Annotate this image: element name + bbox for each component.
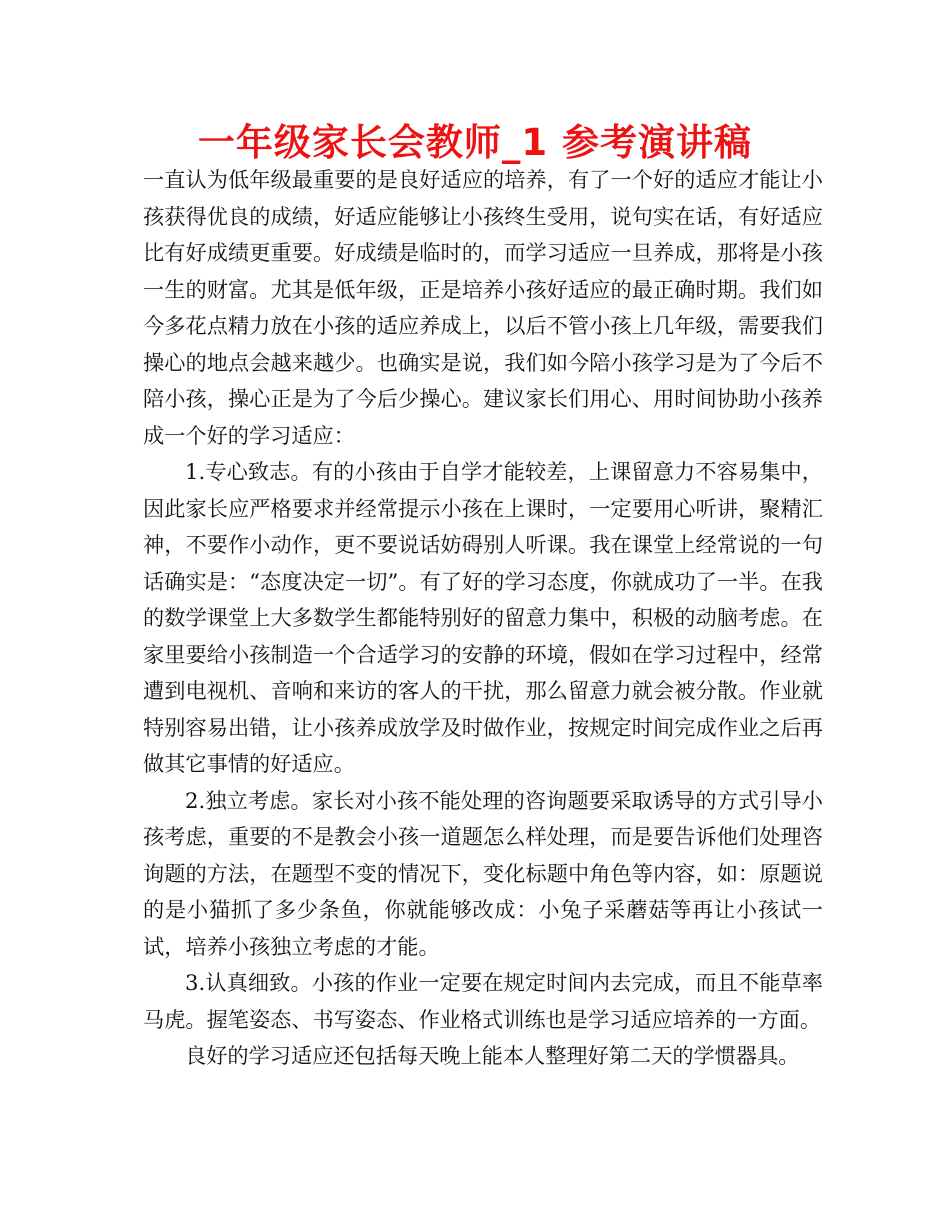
paragraph-point-1: 1.专心致志。有的小孩由于自学才能较差，上课留意力不容易集中，因此家长应严格要求并经常提示小孩在上课时，一定要用心听讲，聚精汇神，不要作小动作，更不要说话妨碍别人听课。我在课堂上经常说的一句话确实是：“态度决定一切”。有了好的学习态度，你就成功了一半。在我的数学课堂上大多数学生都能特别好的留意力集中，积极的动脑考虑。在家里要给小孩制造一个合适学习的安静的环境，假如在学习过程中，经常遭到电视机、音响和来访的客人的干扰，那么留意力就会被分散。作业就特别容易出错，让小孩养成放学及时做作业，按规定时间完成作业之后再做其它事情的好适应。 (143, 459, 823, 776)
paragraph-intro: 一直认为低年级最重要的是良好适应的培养，有了一个好的适应才能让小孩获得优良的成绩，好适应能够让小孩终生受用，说句实在话，有好适应比有好成绩更重要。好成绩是临时的，而学习适应一旦养成，那将是小孩一生的财富。尤其是低年级，正是培养小孩好适应的最正确时期。我们如今多花点精力放在小孩的适应养成上，以后不管小孩上几年级，需要我们操心的地点会越来越少。也确实是说，我们如今陪小孩学习是为了今后不陪小孩，操心正是为了今后少操心。建议家长们用心、用时间协助小孩养成一个好的学习适应： (143, 167, 823, 448)
paragraph-point-3: 3.认真细致。小孩的作业一定要在规定时间内去完成，而且不能草率马虎。握笔姿态、书写姿态、作业格式训练也是学习适应培养的一方面。 (143, 970, 823, 1032)
document-title: 一年级家长会教师_1 参考演讲稿 (197, 121, 753, 164)
paragraph-closing: 良好的学习适应还包括每天晚上能本人整理好第二天的学惯器具。 (185, 1043, 800, 1068)
document-body (143, 162, 823, 1075)
paragraph-point-2: 2.独立考虑。家长对小孩不能处理的咨询题要采取诱导的方式引导小孩考虑，重要的不是教会小孩一道题怎么样处理，而是要告诉他们处理咨询题的方法，在题型不变的情况下，变化标题中角色等内容，如：原题说的是小猫抓了多少条鱼，你就能够改成：小兔子采蘑菇等再让小孩试一试，培养小孩独立考虑的才能。 (143, 787, 823, 959)
